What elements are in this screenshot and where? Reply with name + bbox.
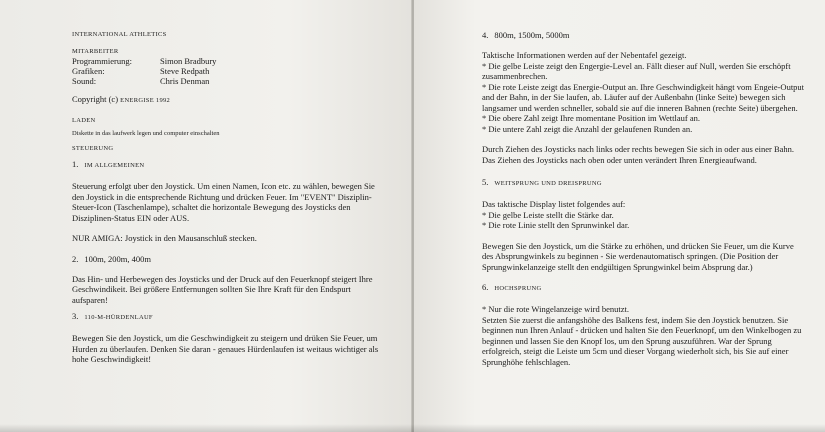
section-4-line: * Die obere Zahl zeigt Ihre momentane Position im Wettlauf an. — [482, 113, 700, 123]
section-3-heading: 3. 110-M-HÜRDENLAUF — [72, 311, 153, 321]
load-heading: LADEN — [72, 117, 96, 124]
section-2-text: Das Hin- und Herbewegen des Joysticks und der Druck auf den Feuerknopf steigert Ihre Geschwindikeit. Bei größere Entfernungen sollten Sie Ihre Kraft für den Endspurt aufsparen! — [72, 273, 373, 305]
section-5-heading: 5. WEITSPRUNG UND DREISPRUNG — [482, 177, 602, 187]
section-5-line: * Die gelbe Leiste stellt die Stärke dar. — [482, 209, 614, 220]
load-instructions: Diskette in das laufwerk legen und computer einschalten — [72, 130, 220, 137]
right-page — [414, 0, 825, 432]
section-4-text: Durch Ziehen des Joysticks nach links oder rechts bewegen Sie sich in oder aus einer Bahn. Das Ziehen des Joysticks nach oben oder unten verändert Ihren Energieaufwand. — [482, 144, 795, 165]
section-4-line: Taktische Informationen werden auf der Nebentafel gezeigt. — [482, 50, 687, 60]
page-shadow — [0, 424, 825, 432]
credit-role: Sound: — [72, 76, 97, 86]
staff-heading: MITARBEITER — [72, 48, 119, 55]
section-5-line: Das taktische Display listet folgendes auf: — [482, 199, 626, 209]
left-page — [0, 0, 412, 432]
amiga-note: NUR AMIGA: Joystick in den Mausanschluß stecken. — [72, 233, 257, 243]
section-6-line: Setzten Sie zuerst die anfangshöhe des Balkens fest, indem Sie den Joystick benutzen. Sie beginnen nun Ihren Anlauf - drücken und halten Sie den Feuerknopf, um den Winkelbogen zu beginnen und lassen Sie den Knopf los, um den Sprung auszuführen. War der Sprung erfolgreich, steigt die Leiste um 5cm und dieser Vorgang wiederholt sich, bis Sie auf einer Sprunghöhe fehlschlagen. — [482, 314, 802, 367]
section-4-line: * Die rote Leiste zeigt das Energie-Output an. Ihre Geschwindigkeit hängt vom Engeie-Output and der Bahn, in der Sie laufen, ab. Läufer auf der Außenbahn (linke Seite) bewegen sich langsamer und werden schneller, sobald sie auf die inneren Bahnen (rechte Seite) übergehen. — [482, 81, 805, 113]
section-5-text: Bewegen Sie den Joystick, um die Stärke zu erhöhen, und drücken Sie Feuer, um die Kurve des Absprungwinkels zu beginnen - Sie werdenautomatisch springen. (Die Position der Sprungwinkelanzeige stellt den endgültigen Sprungwinkel beim Absprung dar.) — [482, 240, 794, 272]
section-1-heading: 1. IM ALLGEMEINEN — [72, 159, 145, 169]
section-5-line: * Die rote Linie stellt den Sprunwinkel dar. — [482, 220, 630, 230]
credits-list — [72, 56, 388, 86]
credit-name: Steve Redpath — [160, 66, 210, 76]
credit-role: Grafiken: — [72, 66, 105, 76]
game-title: INTERNATIONAL ATHLETICS — [72, 31, 167, 38]
credit-name: Simon Bradbury — [160, 56, 217, 66]
credit-name: Chris Denman — [160, 76, 210, 86]
section-2-heading: 2. 100m, 200m, 400m — [72, 253, 151, 264]
section-4-line: * Die gelbe Leiste zeigt den Engergie-Level an. Fällt dieser auf Null, werden Sie erschöpft zusammenbrechen. — [482, 60, 791, 81]
control-heading: STEUERUNG — [72, 145, 114, 152]
section-1-text: Steuerung erfolgt uber den Joystick. Um einen Namen, Icon etc. zu wählen, bewegen Sie den Joystick in die entsprechende Richtung und drücken Feuer. Im "EVENT" Disziplin-Steuer-Icon (Taschenlampe), schaltet die horizontale Bewegung des Joysticks den Disziplinen-Status EIN oder AUS. — [72, 181, 375, 223]
section-6-line: * Nur die rote Wingelanzeige wird benutzt. — [482, 304, 630, 314]
section-4-heading: 4. 800m, 1500m, 5000m — [482, 30, 570, 40]
credit-role: Programmierung: — [72, 56, 132, 66]
copyright-line: Copyright (c) ENERGISE 1992 — [72, 94, 171, 104]
section-4-line: * Die untere Zahl zeigt die Anzahl der gelaufenen Runden an. — [482, 123, 693, 134]
section-3-text: Bewegen Sie den Joystick, um die Geschwindigkeit zu steigern und drüken Sie Feuer, um Hurden zu überlaufen. Denken Sie daran - genaues Hürdenlaufen ist weitaus wichtiger als hohe Geschwindigkeit! — [72, 333, 379, 364]
section-6-heading: 6. HOCHSPRUNG — [482, 282, 542, 292]
